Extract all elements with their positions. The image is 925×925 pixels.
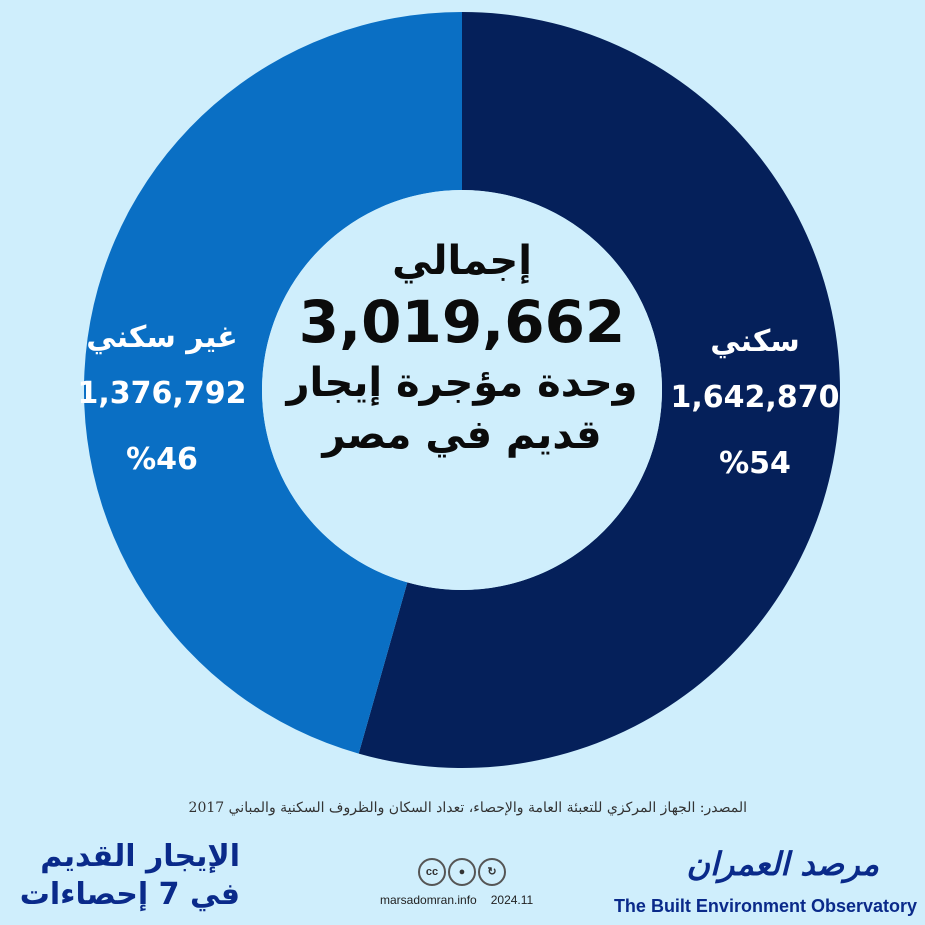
footer-meta xyxy=(380,893,580,907)
slice-pct-nonresidential: %46 xyxy=(126,442,198,477)
center-unit-line1: وحدة مؤجرة إيجار xyxy=(286,360,638,406)
center-total: 3,019,662 xyxy=(298,288,626,356)
source-note: المصدر: الجهاز المركزي للتعبئة العامة والإحصاء، تعداد السكان والظروف السكنية والمباني 2017 xyxy=(188,800,747,816)
brand-logo-arabic: مرصد العمران xyxy=(686,845,879,883)
donut-center xyxy=(262,235,662,461)
series-title xyxy=(10,838,240,914)
slice-name-residential: سكني xyxy=(710,324,800,359)
slice-label-nonresidential xyxy=(42,318,282,480)
series-title-line2: في 7 إحصاءات xyxy=(19,877,240,912)
license-icons xyxy=(418,858,508,886)
slice-value-residential: 1,642,870 xyxy=(670,380,840,415)
slice-value-nonresidential: 1,376,792 xyxy=(77,376,247,411)
slice-pct-residential: %54 xyxy=(719,446,791,481)
website-link[interactable]: marsadomran.info xyxy=(380,893,477,907)
center-unit-line2: قديم في مصر xyxy=(322,412,602,458)
sa-icon: ↻ xyxy=(478,858,506,886)
brand-name-english: The Built Environment Observatory xyxy=(613,896,917,916)
series-title-line1: الإيجار القديم xyxy=(40,839,240,874)
center-label: إجمالي xyxy=(392,238,532,284)
slice-name-nonresidential: غير سكني xyxy=(86,320,238,355)
cc-icon: cc xyxy=(418,858,446,886)
publish-date: 2024.11 xyxy=(490,893,534,907)
slice-label-residential xyxy=(635,322,875,484)
by-icon: ● xyxy=(448,858,476,886)
